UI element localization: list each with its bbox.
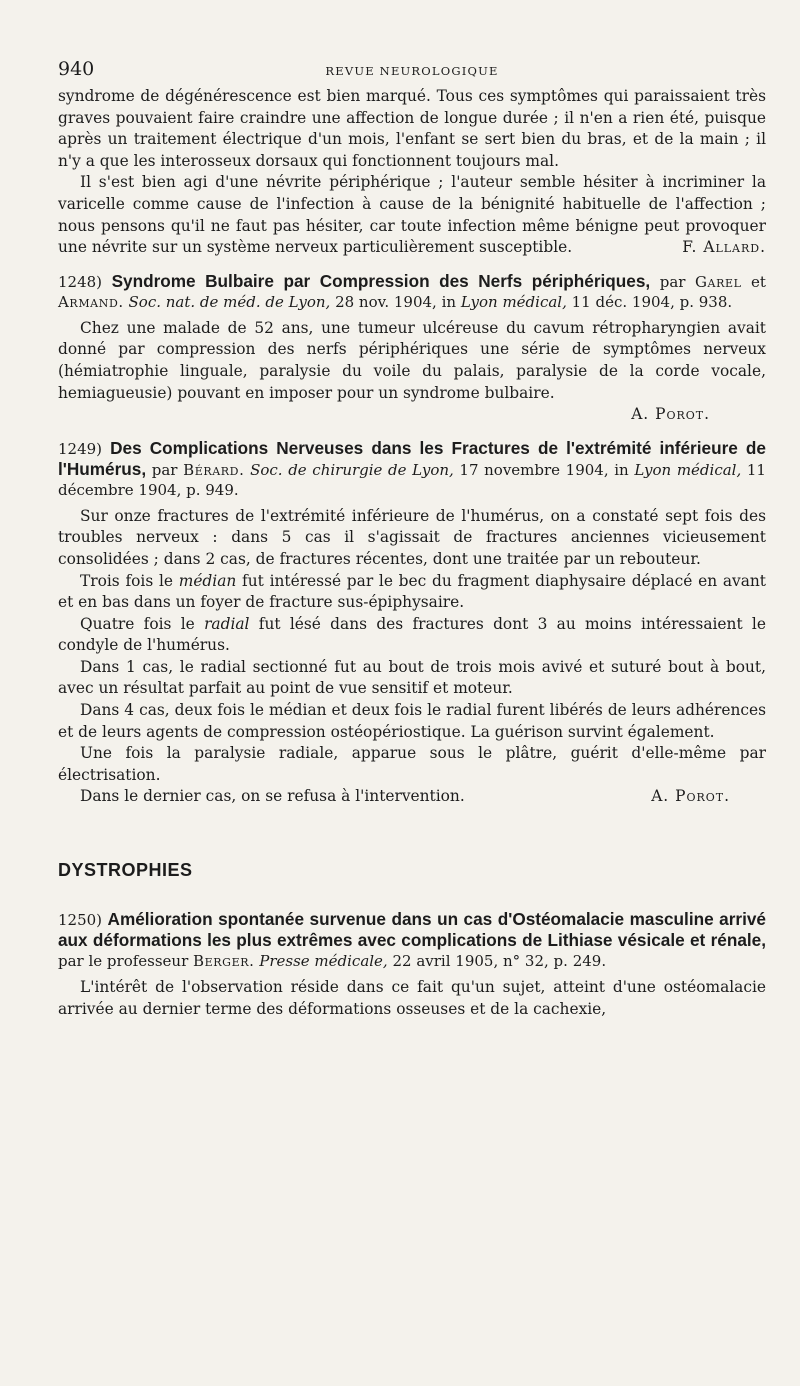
entry-1250-body: L'intérêt de l'observation réside dans ce fait qu'un sujet, atteint d'une ostéomalacie arrivée au dernier terme des déformations osseuses et de la cachexie,	[58, 978, 766, 1018]
entry-1249-paragraph-7	[58, 786, 766, 808]
entry-number: 1248)	[58, 272, 103, 291]
entry-1249-paragraph-5: Dans 4 cas, deux fois le médian et deux fois le radial furent libérés de leurs adhérences et de leurs agents de compression ostéopériostique. La guérison survint également.	[58, 701, 766, 741]
text-run: Quatre fois le	[80, 614, 195, 633]
entry-1249-paragraph-3	[58, 614, 766, 657]
entry-1249-paragraph-6: Une fois la paralysie radiale, apparue sous le plâtre, guérit d'elle-même par électrisation.	[58, 744, 766, 784]
entry-1250-header	[58, 909, 766, 971]
author-name: Armand.	[58, 292, 124, 311]
text-run: fut intéressé par le bec du fragment diaphysaire déplacé en avant et en bas dans un foyer de fracture sus-épiphysaire.	[58, 571, 766, 612]
journal-name: Lyon médical,	[460, 292, 567, 311]
entry-1248-signature: A. Porot.	[631, 405, 710, 424]
by-word: par le professeur	[58, 952, 189, 971]
journal-page	[58, 56, 766, 1020]
entry-1248-header	[58, 271, 766, 312]
entry-1249-paragraph-4: Dans 1 cas, le radial sectionné fut au bout de trois mois avivé et suturé bout à bout, avec un résultat parfait au point de vue sensitif et moteur.	[58, 657, 766, 698]
by-word: par	[659, 272, 686, 291]
emphasis: médian	[178, 571, 237, 590]
section-heading: DYSTROPHIES	[58, 860, 193, 881]
intro-signature: F. Allard.	[682, 238, 766, 257]
author-name: Berger.	[193, 952, 255, 971]
journal-date: 11 décembre 1904, p. 949.	[58, 460, 766, 499]
journal-name: Lyon médical,	[634, 460, 742, 479]
source-date: 17 novembre 1904, in	[459, 460, 629, 479]
entry-1250	[58, 909, 766, 1020]
source-date: 28 nov. 1904, in	[335, 292, 457, 311]
journal-name: Presse médicale,	[259, 952, 388, 971]
author-name: Garel	[694, 272, 742, 291]
intro-paragraph-2	[58, 172, 766, 258]
entry-1249	[58, 438, 766, 808]
intro-paragraph-2-text: Il s'est bien agi d'une névrite périphérique ; l'auteur semble hésiter à incriminer la varicelle comme cause de l'infection à cause de la bénignité habituelle de l'affection ; nous pensons qu'il ne faut pas hésiter, car toute infection même bénigne peut provoquer une névrite sur un système nerveux particulièrement susceptible.	[58, 173, 766, 257]
entry-1248	[58, 271, 766, 426]
entry-title: Amélioration spontanée survenue dans un cas d'Ostéomalacie masculine arrivé aux déformations les plus extrêmes avec complications de Lithiase vésicale et rénale,	[58, 909, 766, 951]
entry-title: Syndrome Bulbaire par Compression des Nerfs périphériques,	[111, 270, 651, 291]
entry-1249-header	[58, 438, 766, 500]
journal-title: REVUE NEUROLOGIQUE	[325, 64, 499, 78]
journal-date: 11 déc. 1904, p. 938.	[571, 292, 733, 311]
entry-number: 1250)	[58, 911, 103, 930]
intro-paragraph-1: syndrome de dégénérescence est bien marqué. Tous ces symptômes qui paraissaient très graves pouvaient faire craindre une affection de longue durée ; il n'en a rien été, puisque après un traitement électrique d'un mois, l'enfant se sert bien du bras, et de la main ; il n'y a que les interosseux dorsaux qui fonctionnent toujours mal.	[58, 87, 766, 170]
and-word: et	[751, 272, 766, 291]
entry-title: Des Complications Nerveuses dans les Fractures de l'extrémité inférieure de l'Humérus,	[58, 437, 766, 479]
text-run: Dans le dernier cas, on se refusa à l'intervention.	[80, 787, 465, 806]
text-run: fut lésé dans des fractures dont 3 au moins intéressaient le condyle de l'humérus.	[58, 614, 766, 655]
page-number: 940	[58, 58, 95, 80]
entry-number: 1249)	[58, 439, 103, 458]
author-name: Bérard.	[183, 460, 245, 479]
text-run: Trois fois le	[80, 571, 173, 590]
entry-1249-signature: A. Porot.	[651, 787, 730, 806]
entry-1248-body: Chez une malade de 52 ans, une tumeur ulcéreuse du cavum rétropharyngien avait donné par compression des nerfs périphériques une série de symptômes nerveux (hémiatrophie linguale, paralysie du voile du palais, paralysie de la corde vocale, hemiagueusie) pouvant en imposer pour un syndrome bulbaire.	[58, 318, 766, 402]
entry-1249-paragraph-2	[58, 571, 766, 614]
emphasis: radial	[204, 614, 250, 633]
source-name: Soc. nat. de méd. de Lyon,	[128, 292, 331, 311]
running-header	[58, 56, 766, 86]
entry-1249-paragraph-1: Sur onze fractures de l'extrémité inférieure de l'humérus, on a constaté sept fois des troubles nerveux : dans 5 cas il s'agissait de fractures anciennes vicieusement consolidées ; dans 2 cas, de fractures récentes, dont une traitée par un rebouteur.	[58, 506, 766, 568]
journal-date: 22 avril 1905, n° 32, p. 249.	[392, 952, 607, 971]
by-word: par	[151, 460, 178, 479]
source-name: Soc. de chirurgie de Lyon,	[250, 460, 454, 479]
